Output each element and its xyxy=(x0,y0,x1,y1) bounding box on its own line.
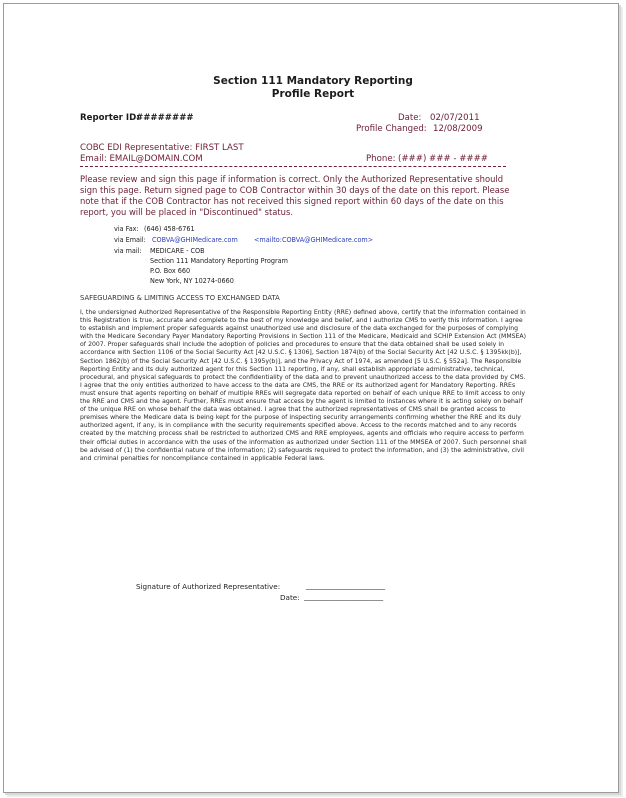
cob-mailto-link[interactable]: <mailto:COBVA@GHIMedicare.com> xyxy=(254,235,374,244)
email-label: via Email: xyxy=(114,235,146,244)
report-title: Section 111 Mandatory Reporting xyxy=(213,75,413,87)
profile-changed-label: Profile Changed: xyxy=(356,124,427,134)
safeguarding-heading: SAFEGUARDING & LIMITING ACCESS TO EXCHANGED DATA xyxy=(80,294,280,302)
mail-line-3: P.O. Box 660 xyxy=(150,266,191,275)
fax-label: via Fax: xyxy=(114,224,139,233)
representative-email: Email: EMAIL@DOMAIN.COM xyxy=(80,154,203,164)
reporter-id-value: ######## xyxy=(136,113,194,123)
signature-line[interactable]: ______________________ xyxy=(306,581,386,590)
separator-line xyxy=(80,166,506,167)
phone-value: (###) ### - #### xyxy=(398,154,489,164)
safeguarding-agreement: I, the undersigned Authorized Representative of the Responsible Reporting Entity (RRE) defined above, certify that the information contained in this Registration is true, accurate and complete to the best of my knowledge and belief, and I authorize CMS to verify this information. I agree to establish and implement proper safeguards against unauthorized use and disclosure of the data exchanged for the purposes of complying with the Medicare Secondary Payer Mandatory Reporting Provisions in Section 111 of the Medicare, Medicaid and SCHIP Extension Act (MMSEA) of 2007. Proper safeguards shall include the adoption of policies and procedures to ensure that the data obtained shall be used solely in accordance with Section 1106 of the Social Security Act [42 U.S.C. § 1306], Section 1874(b) of the Social Security Act [42 U.S.C. § 1395kk(b)], Section 1862(b) of the Social Security Act [42 U.S.C. § 1395y(b)], and the Privacy Act of 1974, as amended [5 U.S.C. § 552a]. The Responsible Reporting Entity and its duly authorized agent for this Section 111 reporting, if any, shall establish appropriate administrative, technical, procedural, and physical safeguards to protect the confidentiality of the data and to prevent unauthorized access to the data provided by CMS. I agree that the only entities authorized to have access to the data are CMS, the RRE or its authorized agent for Mandatory Reporting. RREs must ensure that agents reporting on behalf of multiple RREs will segregate data reported on behalf of each unique RRE to limit access to only the RRE and CMS and the agent. Further, RREs must ensure that access by the agent is limited to instances where it is acting solely on behalf of the unique RRE on whose behalf the data was obtained. I agree that the authorized representatives of CMS shall be granted access to premises where the Medicare data is being kept for the purpose of inspecting security arrangements confirming whether the RRE and its duly authorized agent, if any, is in compliance with the security requirements specified above. Access to the records matched and to any records created by the matching process shall be restricted to authorized CMS and RRE employees, agents and officials who require access to perform their official duties in accordance with the uses of the information as authorized under Section 111 of the MMSEA of 2007. Such personnel shall be advised of (1) the confidential nature of the information; (2) safeguards required to protect the information, and (3) the administrative, civil and criminal penalties for noncompliance contained in applicable Federal laws. xyxy=(80,309,527,462)
profile-changed-value: 12/08/2009 xyxy=(433,124,483,134)
signature-date-label: Date: xyxy=(280,593,300,602)
phone-label: Phone: xyxy=(366,154,396,164)
date-value: 02/07/2011 xyxy=(430,113,480,123)
mail-line-4: New York, NY 10274-0660 xyxy=(150,276,234,285)
edi-representative: COBC EDI Representative: FIRST LAST xyxy=(80,143,244,153)
signature-label: Signature of Authorized Representative: xyxy=(136,582,281,591)
report-subtitle: Profile Report xyxy=(271,88,355,100)
mail-line-1: MEDICARE - COB xyxy=(150,246,205,255)
mail-line-2: Section 111 Mandatory Reporting Program xyxy=(150,256,288,265)
cob-email-link[interactable]: COBVA@GHIMedicare.com xyxy=(152,235,238,244)
signature-date-line[interactable]: ______________________ xyxy=(304,592,384,601)
review-notice: Please review and sign this page if information is correct. Only the Authorized Representative should sign this page. Return signed page to COB Contractor within 30 days of the date on this report. Please note that if the COB Contractor has not received this signed report within 60 days of the date on this report, you will be placed in "Discontinued" status. xyxy=(80,174,510,217)
mail-label: via mail: xyxy=(114,246,142,255)
date-label: Date: xyxy=(398,113,422,123)
reporter-id-label: Reporter ID: xyxy=(80,113,140,123)
fax-number: (646) 458-6761 xyxy=(144,224,195,233)
